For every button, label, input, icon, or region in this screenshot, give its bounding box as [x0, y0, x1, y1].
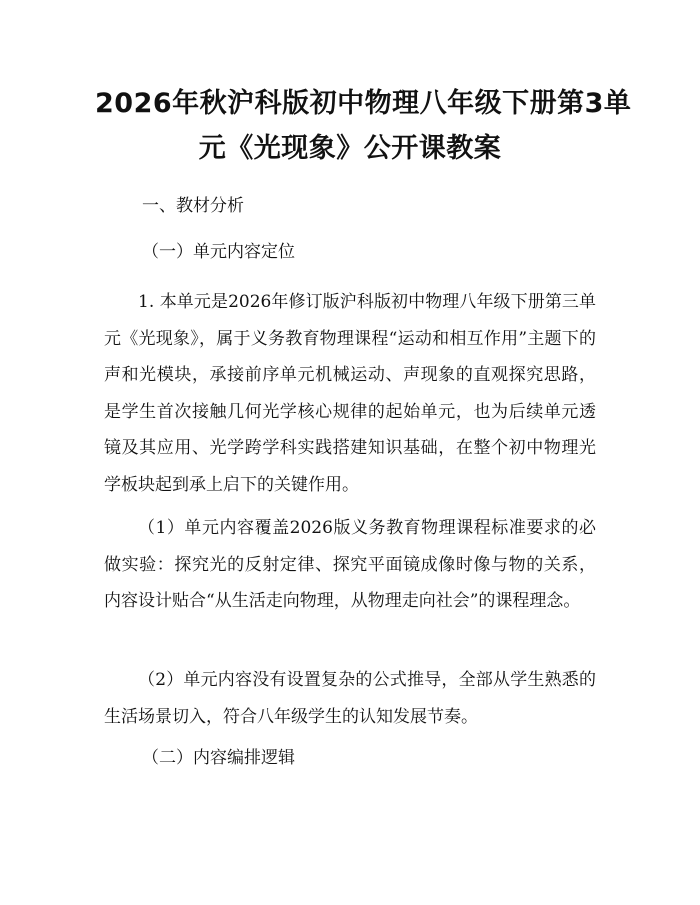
subsection-heading-unit-positioning: （一）单元内容定位 — [142, 242, 295, 262]
paragraph-no-formula-derivation: （2）单元内容没有设置复杂的公式推导，全部从学生熟悉的生活场景切入，符合八年级学生的认知发展节奏。 — [104, 670, 596, 727]
paragraph-required-experiments: （1）单元内容覆盖2026版义务教育物理课程标准要求的必做实验：探究光的反射定律、探究平面镜成像时像与物的关系，内容设计贴合“从生活走向物理，从物理走向社会”的课程理念。 — [104, 518, 596, 612]
document-title-line-1: 2026年秋沪科版初中物理八年级下册第3单 — [95, 88, 632, 119]
section-heading-teaching-material-analysis: 一、教材分析 — [142, 196, 244, 216]
paragraph-unit-overview: 1. 本单元是2026年修订版沪科版初中物理八年级下册第三单元《光现象》，属于义务教育物理课程“运动和相互作用”主题下的声和光模块，承接前序单元机械运动、声现象的直观探究思路，是学生首次接触几何光学核心规律的起始单元，也为后续单元透镜及其应用、光学跨学科实践搭建知识基础，在整个初中物理光学板块起到承上启下的关键作用。 — [104, 292, 596, 495]
subsection-heading-content-arrangement-logic: （二）内容编排逻辑 — [142, 748, 295, 768]
document-title-line-2: 元《光现象》公开课教案 — [198, 133, 502, 164]
